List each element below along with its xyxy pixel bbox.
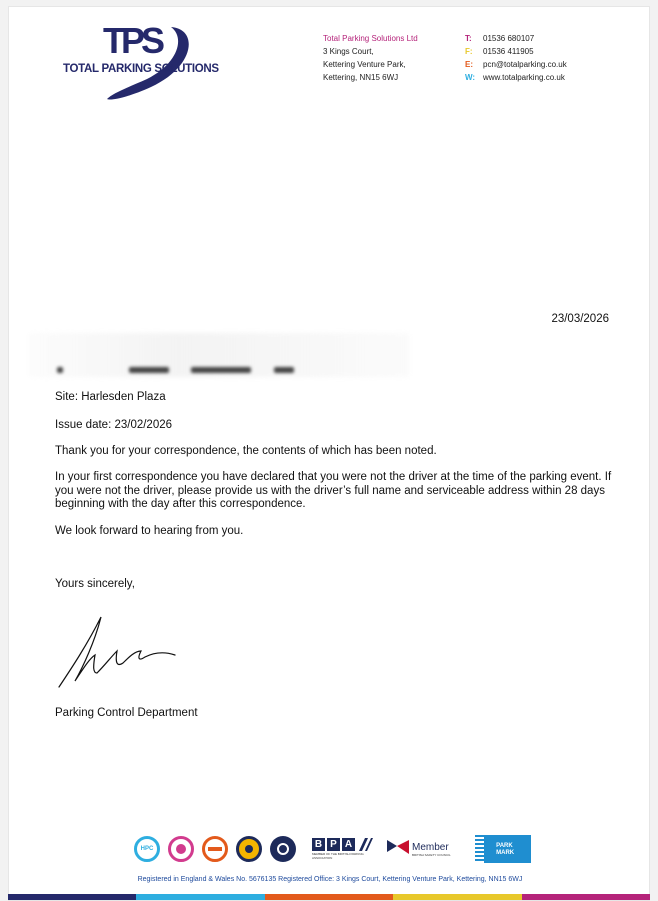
- paragraph: Thank you for your correspondence, the contents of which has been noted.: [55, 445, 437, 457]
- bsc-flag-icon: [387, 840, 409, 858]
- bpa-slash-icon: [357, 838, 373, 851]
- address-line: Total Parking Solutions Ltd: [323, 34, 418, 43]
- contact-telephone: [465, 32, 567, 45]
- bpa-subtitle: MEMBER OF THE BRITISH PARKING ASSOCIATION: [312, 852, 364, 860]
- accreditation-badges: [134, 835, 531, 863]
- letter-page: [8, 6, 650, 901]
- accreditation-badge-icon: [202, 836, 228, 862]
- gold-seal-icon: [236, 836, 262, 862]
- bpa-logo: [312, 838, 373, 860]
- letter-date: 23/03/2026: [551, 313, 609, 325]
- address-line: 3 Kings Court,: [323, 47, 374, 56]
- signatory: Parking Control Department: [55, 707, 198, 719]
- company-address: [323, 32, 418, 84]
- bpa-letter: B: [312, 838, 325, 851]
- redaction-smudge: [129, 367, 169, 373]
- contact-website: [465, 71, 567, 84]
- issue-date-line: Issue date: 23/02/2026: [55, 419, 173, 431]
- bpa-letter: P: [327, 838, 340, 851]
- redaction-smudge: [274, 367, 294, 373]
- parkmark-logo: [475, 835, 531, 863]
- contact-fax: [465, 45, 567, 58]
- redaction-smudge: [57, 367, 63, 373]
- address-line: Kettering Venture Park,: [323, 60, 406, 69]
- hpc-badge-icon: [134, 836, 160, 862]
- bsc-subtitle: BRITISH SAFETY COUNCIL: [412, 852, 451, 857]
- bar-segment: [265, 894, 393, 900]
- contact-value: 01536 411905: [483, 47, 534, 56]
- parkmark-label: PARK MARK: [496, 843, 515, 856]
- membership-badge-icon: [168, 836, 194, 862]
- bsc-logo: [387, 840, 451, 858]
- contact-details: [465, 32, 567, 84]
- bar-segment: [393, 894, 521, 900]
- footer-registration: Registered in England & Wales No. 5676135 Registered Office: 3 Kings Court, Kettering Venture Park, Kettering, NN15 6WJ: [137, 876, 523, 883]
- bsc-member-label: Member: [412, 841, 449, 853]
- dvla-crest-icon: [270, 836, 296, 862]
- bar-segment: [136, 894, 264, 900]
- logo-name: TOTAL PARKING SOLUTIONS: [63, 63, 219, 75]
- paragraph: We look forward to hearing from you.: [55, 525, 244, 537]
- redaction-smudge: [191, 367, 251, 373]
- bar-segment: [522, 894, 650, 900]
- hpc-badge-label: HPC: [140, 846, 154, 852]
- contact-value[interactable]: pcn@totalparking.co.uk: [483, 60, 567, 69]
- signature-image: [53, 611, 203, 693]
- contact-key: T:: [465, 34, 472, 43]
- contact-value: 01536 680107: [483, 34, 535, 43]
- address-line: Kettering, NN15 6WJ: [323, 73, 399, 82]
- bar-segment: [8, 894, 136, 900]
- bpa-letter: A: [342, 838, 355, 851]
- contact-key: W:: [465, 73, 476, 82]
- tps-logo: [59, 19, 229, 107]
- paragraph: In your first correspondence you have declared that you were not the driver at the time of the parking event. If you were not the driver, please provide us with the driver’s full name and serviceable address within 28 days beginning with the day after this correspondence.: [55, 471, 612, 510]
- contact-value[interactable]: www.totalparking.co.uk: [483, 73, 565, 82]
- contact-email: [465, 58, 567, 71]
- contact-key: F:: [465, 47, 473, 56]
- footer-colour-bar: [8, 894, 650, 900]
- closing: Yours sincerely,: [55, 578, 135, 590]
- logo-initials: TPS: [103, 20, 162, 61]
- site-line: Site: Harlesden Plaza: [55, 391, 166, 403]
- contact-key: E:: [465, 60, 473, 69]
